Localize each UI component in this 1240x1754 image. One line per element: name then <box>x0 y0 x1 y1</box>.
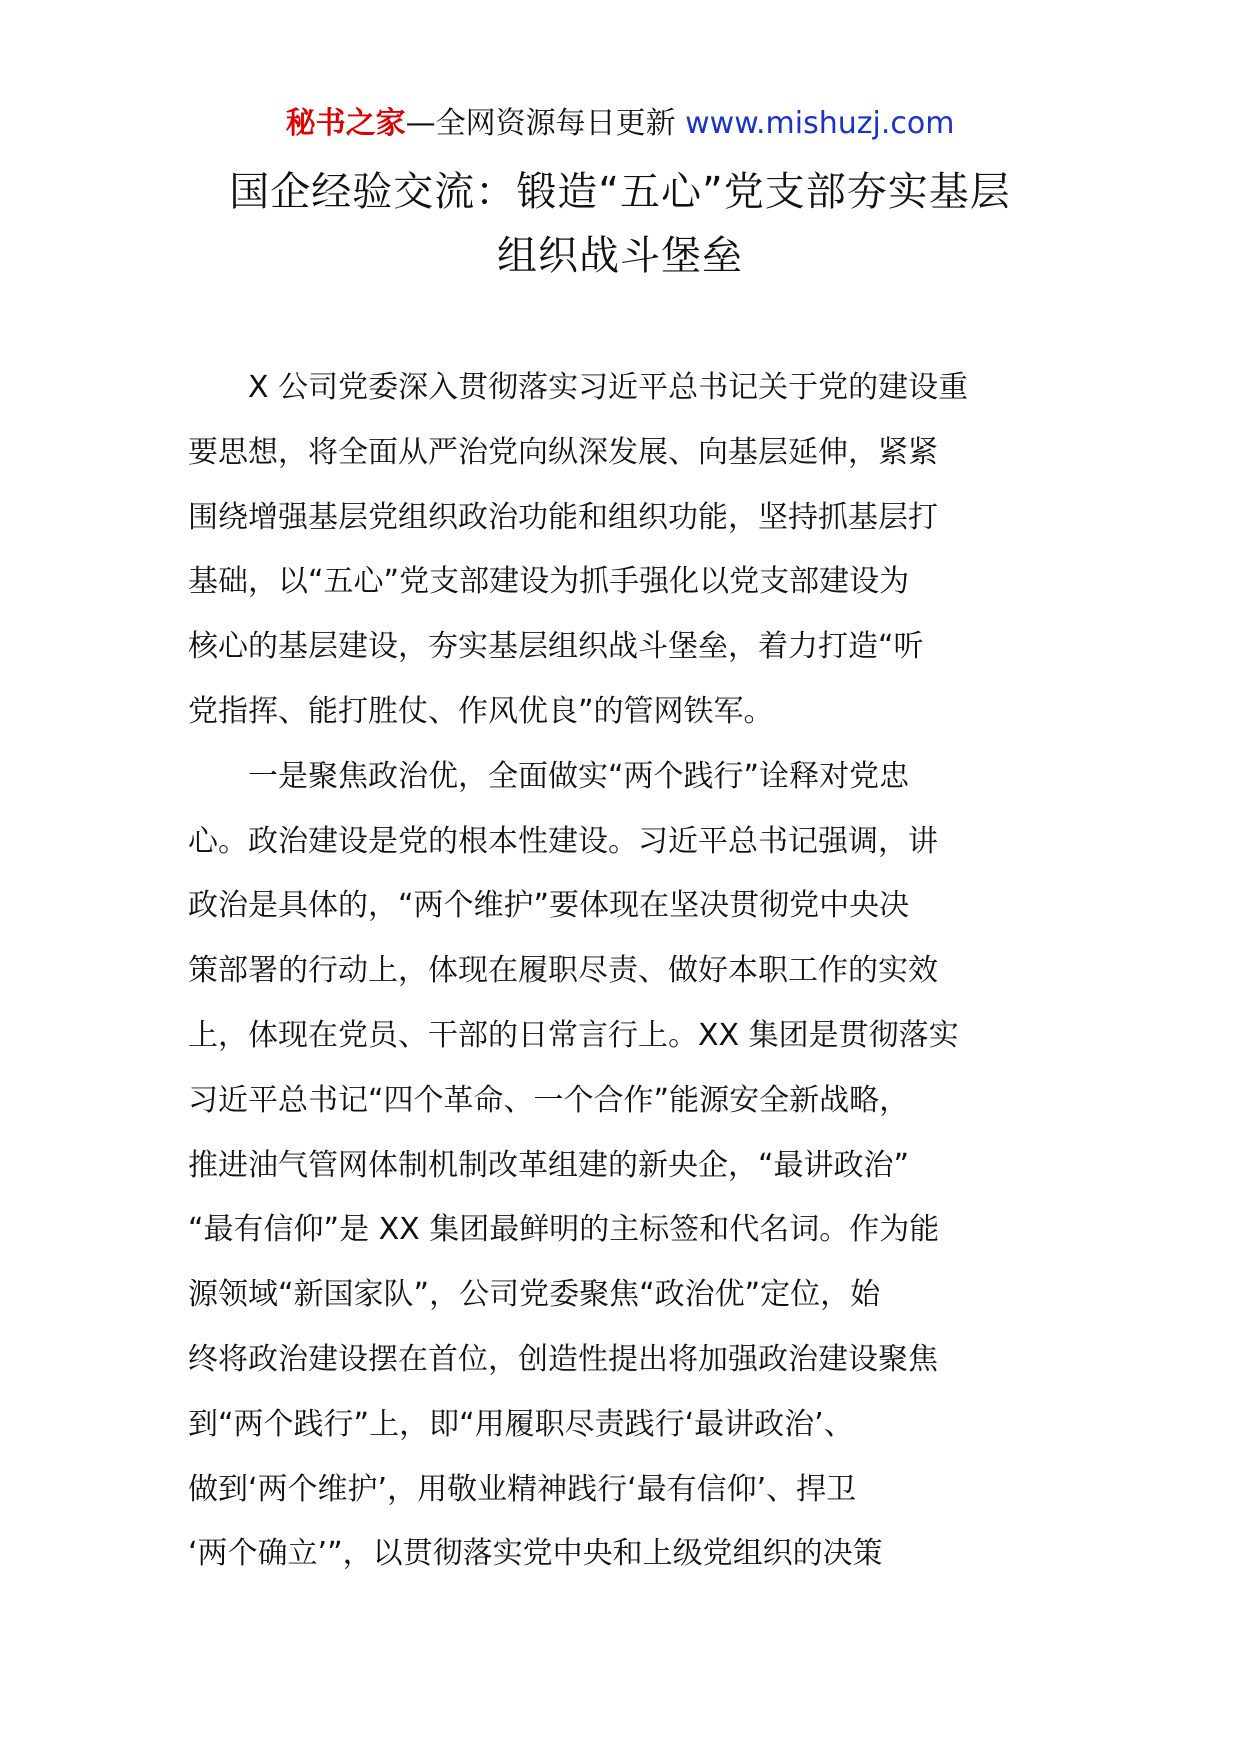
paragraph-intro <box>188 356 1052 745</box>
text-line: 政治是具体的，“两个维护”要体现在坚决贯彻党中央决 <box>188 888 910 924</box>
text-line: 要思想，将全面从严治党向纵深发展、向基层延伸，紧紧 <box>188 434 938 470</box>
text-line: 策部署的行动上，体现在履职尽责、做好本职工作的实效 <box>188 953 938 989</box>
text-line: X 公司党委深入贯彻落实习近平总书记关于党的建设重 <box>248 370 969 405</box>
text-line: 党指挥、能打胜仗、作风优良”的管网铁军。 <box>188 693 774 729</box>
text-line: 一是聚焦政治优，全面做实“两个践行”诠释对党忠 <box>248 758 910 794</box>
text-line: 做到‘两个维护’，用敬业精神践行‘最有信仰’、捍卫 <box>188 1471 857 1507</box>
text-line: 心。政治建设是党的根本性建设。习近平总书记强调，讲 <box>188 823 938 859</box>
document-body <box>188 356 1052 1587</box>
text-line: 源领域“新国家队”，公司党委聚焦“政治优”定位，始 <box>188 1277 881 1313</box>
site-header <box>0 98 1240 150</box>
text-line: 到“两个践行”上，即“用履职尽责践行‘最讲政治’、 <box>188 1406 854 1442</box>
site-url-link[interactable]: www.mishuzj.com <box>685 106 955 141</box>
text-line: “最有信仰”是 XX 集团最鲜明的主标签和代名词。作为能 <box>188 1212 940 1248</box>
site-tagline: —全网资源每日更新 <box>405 106 676 141</box>
document-title <box>120 160 1120 288</box>
paragraph-political <box>188 745 1052 1587</box>
text-line: 上，体现在党员、干部的日常言行上。XX 集团是贯彻落实 <box>188 1017 959 1053</box>
text-line: ‘两个确立’”，以贯彻落实党中央和上级党组织的决策 <box>188 1536 883 1572</box>
text-line: 终将政治建设摆在首位，创造性提出将加强政治建设聚焦 <box>188 1341 938 1377</box>
site-brand: 秘书之家 <box>285 106 406 141</box>
text-line: 围绕增强基层党组织政治功能和组织功能，坚持抓基层打 <box>188 499 938 535</box>
text-line: 推进油气管网体制机制改革组建的新央企，“最讲政治” <box>188 1147 910 1183</box>
text-line: 习近平总书记“四个革命、一个合作”能源安全新战略， <box>188 1082 910 1118</box>
title-line-1: 国企经验交流：锻造“五心”党支部夯实基层 <box>229 169 1011 215</box>
text-line: 基础，以“五心”党支部建设为抓手强化以党支部建设为 <box>188 564 910 600</box>
title-line-2: 组织战斗堡垒 <box>497 233 743 279</box>
text-line: 核心的基层建设，夯实基层组织战斗堡垒，着力打造“听 <box>188 629 924 665</box>
